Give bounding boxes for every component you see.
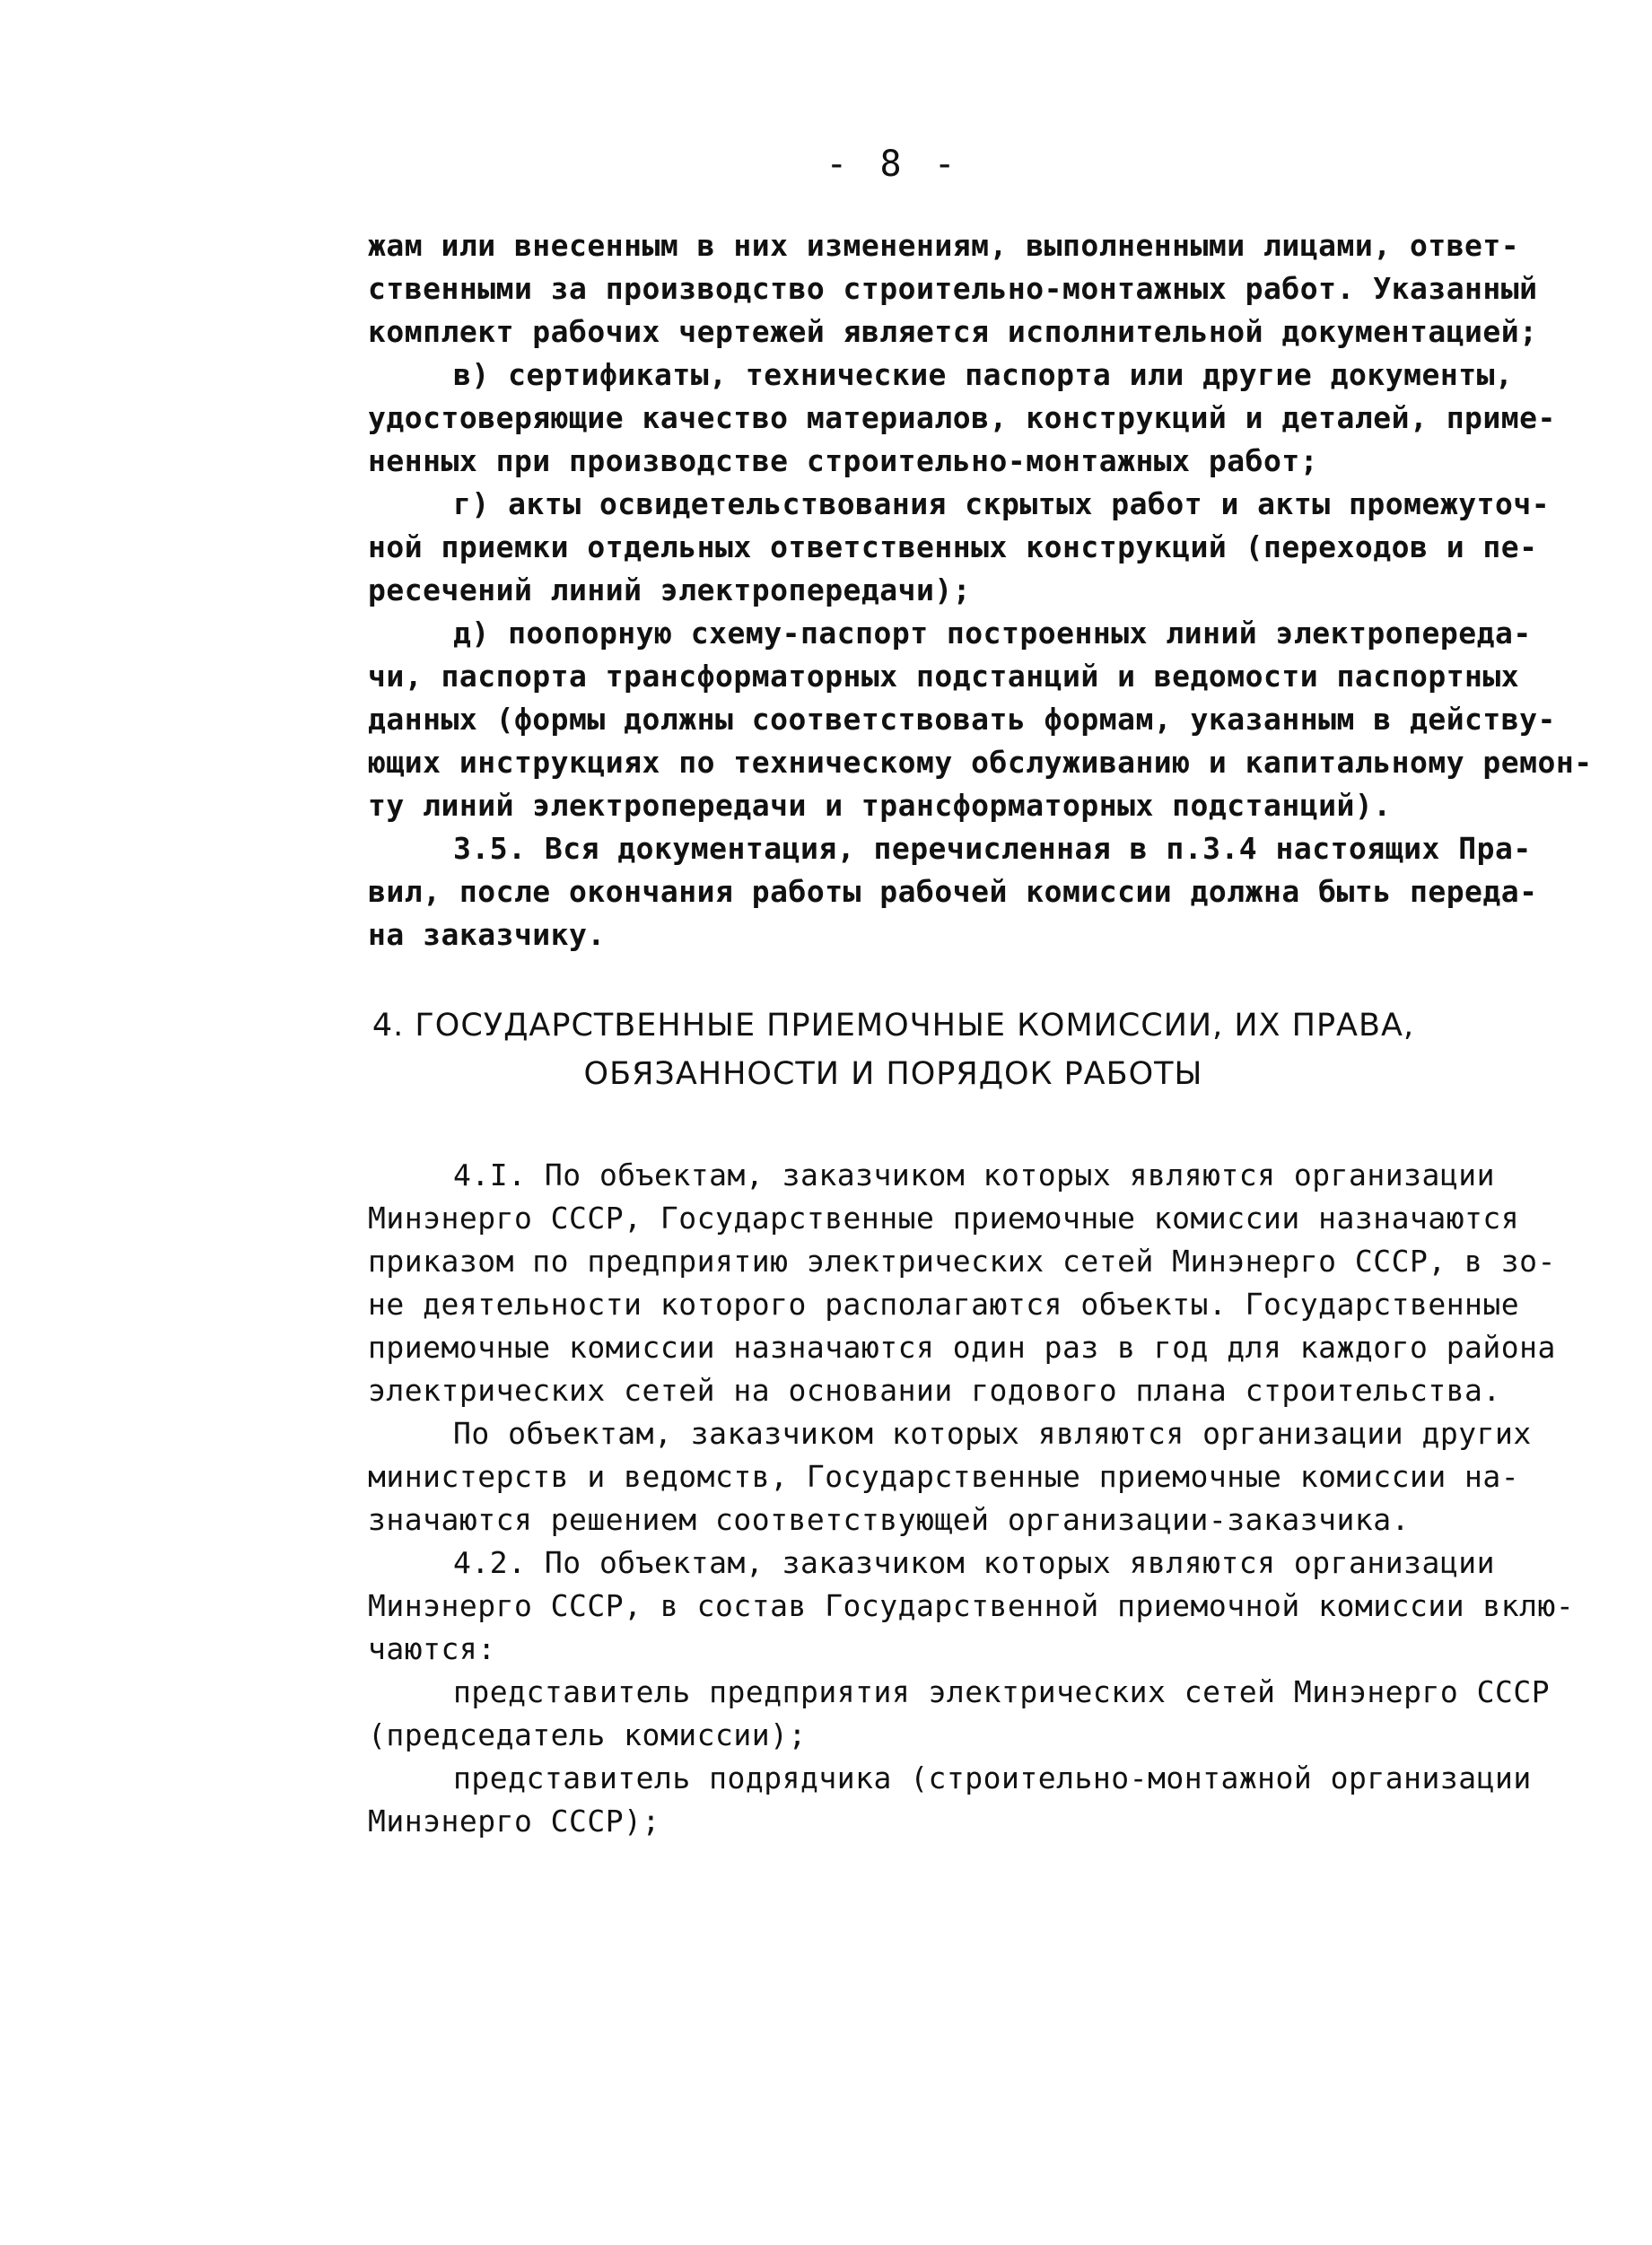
paragraph-line: министерств и ведомств, Государственные приемочные комиссии на- [368,1459,1520,1494]
paragraph-line: данных (формы должны соответствовать формам, указанным в действу- [368,702,1556,737]
paragraph-line: представитель предприятия электрических сетей Минэнерго СССР [453,1674,1551,1709]
paragraph-line: г) акты освидетельствования скрытых работ и акты промежуточ- [453,486,1551,521]
paragraph-line: жам или внесенным в них изменениям, выполненными лицами, ответ- [368,228,1520,263]
paragraph-line: д) поопорную схему-паспорт построенных линий электропереда- [453,616,1532,651]
paragraph-line: (председатель комиссии); [368,1717,807,1752]
paragraph-line: ственными за производство строительно-монтажных работ. Указанный [368,271,1538,306]
paragraph-line: вил, после окончания работы рабочей комиссии должна быть переда- [368,874,1538,909]
paragraph-line: не деятельности которого располагаются объекты. Государственные [368,1287,1520,1322]
paragraph-line: приказом по предприятию электрических сетей Минэнерго СССР, в зо- [368,1244,1556,1279]
paragraph-line: удостоверяющие качество материалов, конструкций и деталей, приме- [368,400,1556,435]
paragraph-line: чи, паспорта трансформаторных подстанций и ведомости паспортных [368,659,1520,694]
paragraph-line: 4.2. По объектам, заказчиком которых являются организации [453,1545,1495,1580]
paragraph-line: представитель подрядчика (строительно-монтажной организации [453,1760,1532,1795]
paragraph-line: на заказчику. [368,917,606,952]
paragraph-line: значаются решением соответствующей организации-заказчика. [368,1502,1410,1537]
paragraph-line: ту линий электропередачи и трансформаторных подстанций). [368,788,1392,823]
paragraph-line: в) сертификаты, технические паспорта или другие документы, [453,357,1514,392]
paragraph-line: 3.5. Вся документация, перечисленная в п.3.4 настоящих Пра- [453,831,1532,866]
section-heading-line: ОБЯЗАННОСТИ И ПОРЯДОК РАБОТЫ [583,1056,1203,1092]
paragraph-line: По объектам, заказчиком которых являются организации других [453,1416,1532,1451]
page-number: - 8 - [826,144,961,185]
paragraph-line: ющих инструкциях по техническому обслуживанию и капитальному ремон- [368,745,1593,780]
paragraph-line: Минэнерго СССР, Государственные приемочные комиссии назначаются [368,1201,1520,1236]
paragraph-line: ненных при производстве строительно-монтажных работ; [368,443,1319,478]
paragraph-line: комплект рабочих чертежей является исполнительной документацией; [368,314,1538,349]
paragraph-line: чаются: [368,1631,496,1666]
paragraph-line: ресечений линий электропередачи); [368,572,972,607]
paragraph-line: приемочные комиссии назначаются один раз в год для каждого района [368,1330,1556,1365]
paragraph-line: 4.I. По объектам, заказчиком которых являются организации [453,1157,1495,1192]
paragraph-line: электрических сетей на основании годового плана строительства. [368,1373,1501,1408]
paragraph-line: ной приемки отдельных ответственных конструкций (переходов и пе- [368,529,1538,564]
paragraph-line: Минэнерго СССР); [368,1804,660,1839]
paragraph-line: Минэнерго СССР, в состав Государственной приемочной комиссии вклю- [368,1588,1575,1623]
section-heading-line: 4. ГОСУДАРСТВЕННЫЕ ПРИЕМОЧНЫЕ КОМИССИИ, ИХ ПРАВА, [371,1008,1415,1044]
